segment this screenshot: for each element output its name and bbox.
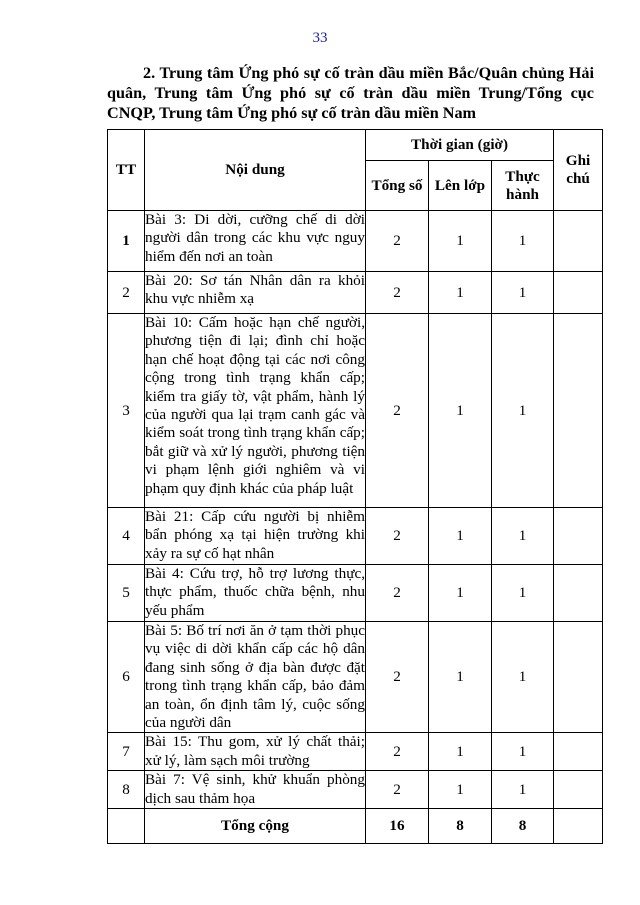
table-row [108, 211, 603, 272]
row-lecture: 1 [429, 211, 492, 272]
row-number: 5 [108, 565, 145, 622]
row-total: 2 [366, 565, 429, 622]
row-total: 2 [366, 272, 429, 314]
table-row [108, 733, 603, 771]
row-practice: 1 [492, 622, 554, 733]
row-content: Bài 21: Cấp cứu người bị nhiễm bẩn phóng xạ tại hiện trường khi xảy ra sự cố hạt nhân [145, 508, 366, 565]
row-lecture: 1 [429, 272, 492, 314]
row-total: 2 [366, 211, 429, 272]
total-row [108, 809, 603, 844]
table-row [108, 314, 603, 508]
row-content: Bài 4: Cứu trợ, hỗ trợ lương thực, thực phẩm, thuốc chữa bệnh, nhu yếu phẩm [145, 565, 366, 622]
total-label: Tổng cộng [145, 809, 366, 844]
row-note [554, 622, 603, 733]
row-number: 8 [108, 771, 145, 809]
row-content: Bài 7: Vệ sinh, khử khuẩn phòng dịch sau thảm họa [145, 771, 366, 809]
total-lecture: 8 [429, 809, 492, 844]
row-content: Bài 15: Thu gom, xử lý chất thải; xử lý, làm sạch môi trường [145, 733, 366, 771]
row-content: Bài 5: Bố trí nơi ăn ở tạm thời phục vụ việc di dời khẩn cấp các hộ dân đang sinh sống ở địa bàn được đặt trong tình trạng khẩn cấp, bảo đảm an toàn, ổn định tâm lý, cuộc sống của người dân [145, 622, 365, 732]
row-content: Bài 20: Sơ tán Nhân dân ra khỏi khu vực nhiễm xạ [145, 272, 366, 314]
header-tt: TT [108, 130, 145, 211]
row-total: 2 [366, 622, 429, 733]
row-total: 2 [366, 314, 429, 508]
header-practice: Thực hành [492, 161, 554, 211]
row-note [554, 508, 603, 565]
row-note [554, 272, 603, 314]
table-row [108, 272, 603, 314]
row-number: 1 [108, 211, 145, 272]
row-note [554, 771, 603, 809]
total-note [554, 809, 603, 844]
row-total: 2 [366, 733, 429, 771]
row-lecture: 1 [429, 565, 492, 622]
section-heading-text: 2. Trung tâm Ứng phó sự cố tràn dầu miền Bắc/Quân chủng Hải quân, Trung tâm Ứng phó sự cố tràn dầu miền Trung/Tổng cục CNQP, Trung tâm Ứng phó sự cố tràn dầu miền Nam [107, 64, 594, 122]
row-practice: 1 [492, 771, 554, 809]
training-schedule-table [107, 129, 603, 844]
row-number: 3 [108, 314, 145, 508]
row-practice: 1 [492, 272, 554, 314]
row-practice: 1 [492, 314, 554, 508]
row-note [554, 211, 603, 272]
row-practice: 1 [492, 508, 554, 565]
table-row [108, 565, 603, 622]
row-number: 6 [108, 622, 145, 733]
row-lecture: 1 [429, 314, 492, 508]
row-content: Bài 10: Cấm hoặc hạn chế người, phương tiện đi lại; đình chỉ hoặc hạn chế hoạt động tại các nơi công cộng trong tình trạng khẩn cấp; kiểm tra giấy tờ, vật phẩm, hành lý của người qua lại trạm canh gác và kiểm soát trong tình trạng khẩn cấp; bắt giữ và xử lý người, phương tiện vi phạm lệnh giới nghiêm và vi phạm quy định khác của pháp luật [145, 314, 366, 508]
row-total: 2 [366, 508, 429, 565]
table-row [108, 622, 603, 733]
row-number: 4 [108, 508, 145, 565]
row-note [554, 565, 603, 622]
row-note [554, 314, 603, 508]
row-lecture: 1 [429, 771, 492, 809]
total-practice: 8 [492, 809, 554, 844]
row-lecture: 1 [429, 622, 492, 733]
header-note: Ghi chú [554, 130, 603, 211]
row-number: 2 [108, 272, 145, 314]
row-lecture: 1 [429, 733, 492, 771]
page-number: 33 [312, 30, 328, 46]
table-row [108, 508, 603, 565]
header-content: Nội dung [145, 130, 366, 211]
header-total: Tổng số [366, 161, 429, 211]
row-total: 2 [366, 771, 429, 809]
row-number: 7 [108, 733, 145, 771]
section-heading [107, 63, 594, 123]
row-note [554, 733, 603, 771]
total-hours: 16 [366, 809, 429, 844]
row-practice: 1 [492, 733, 554, 771]
table-row [108, 771, 603, 809]
row-content: Bài 3: Di dời, cưỡng chế di dời người dân trong các khu vực nguy hiểm đến nơi an toàn [145, 211, 366, 272]
header-lecture: Lên lớp [429, 161, 492, 211]
header-time: Thời gian (giờ) [366, 130, 554, 161]
row-lecture: 1 [429, 508, 492, 565]
row-practice: 1 [492, 211, 554, 272]
row-practice: 1 [492, 565, 554, 622]
total-row-number [108, 809, 145, 844]
